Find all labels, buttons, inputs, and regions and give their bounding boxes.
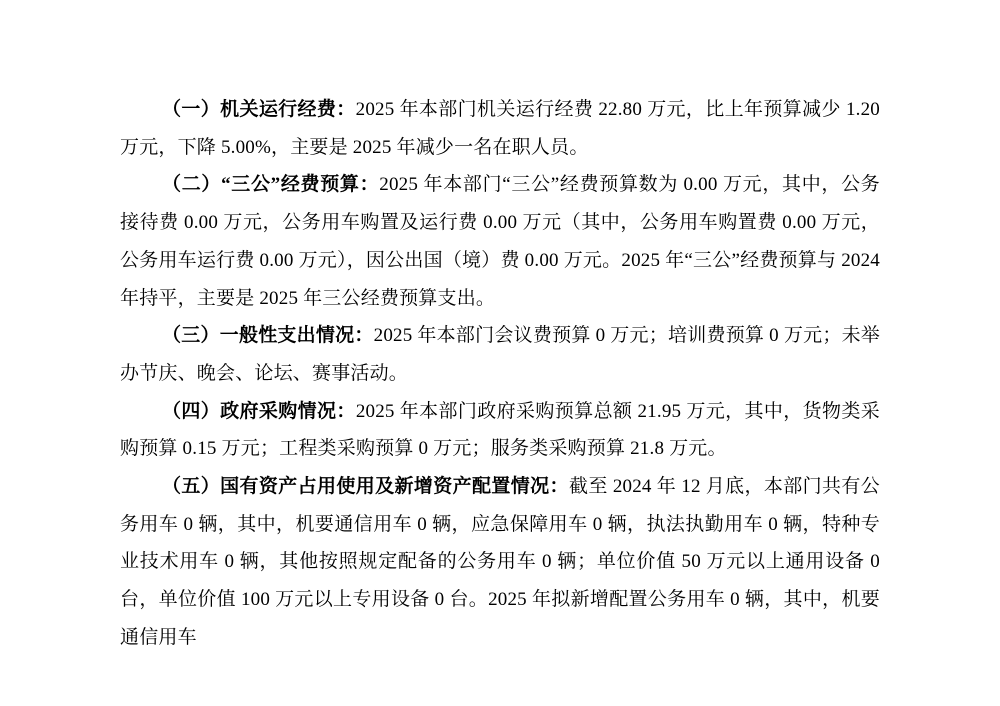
paragraph-agency-operating-expense-heading: （一）机关运行经费： xyxy=(162,99,356,120)
paragraph-general-expenditure-heading: （三）一般性支出情况： xyxy=(162,325,374,347)
paragraph-three-public-funds-budget xyxy=(120,166,880,317)
paragraph-three-public-funds-budget-heading: （二）“三公”经费预算： xyxy=(162,174,380,196)
paragraph-three-public-funds-budget-body: 2025 年本部门“三公”经费预算数为 0.00 万元，其中，公务接待费 0.00 万元，公务用车购置及运行费 0.00 万元（其中，公务用车购置费 0.00 万元，公务用车运行费 0.00 万元），因公出国（境）费 0.00 万元。2025 年“三公”经费预算与 2024 年持平，主要是 2025 年三公经费预算支出。 xyxy=(120,174,880,309)
paragraph-general-expenditure xyxy=(120,317,880,392)
paragraph-state-owned-assets-body: 截至 2024 年 12 月底，本部门共有公务用车 0 辆，其中，机要通信用车 0 辆，应急保障用车 0 辆，执法执勤用车 0 辆，特种专业技术用车 0 辆，其他按照规定配备的公务用车 0 辆；单位价值 50 万元以上通用设备 0 台，单位价值 100 万元以上专用设备 0 台。2025 年拟新增配置公务用车 0 辆，其中，机要通信用车 xyxy=(120,476,881,648)
paragraph-state-owned-assets-heading: （五）国有资产占用使用及新增资产配置情况： xyxy=(162,476,569,498)
paragraph-government-procurement-body: 2025 年本部门政府采购预算总额 21.95 万元，其中，货物类采购预算 0.15 万元；工程类采购预算 0 万元；服务类采购预算 21.8 万元。 xyxy=(120,400,880,460)
paragraph-agency-operating-expense xyxy=(120,91,880,166)
paragraph-state-owned-assets xyxy=(120,468,880,657)
paragraph-agency-operating-expense-body: 2025 年本部门机关运行经费 22.80 万元，比上年预算减少 1.20 万元，下降 5.00%，主要是 2025 年减少一名在职人员。 xyxy=(120,99,880,158)
paragraph-general-expenditure-body: 2025 年本部门会议费预算 0 万元；培训费预算 0 万元；未举办节庆、晚会、论坛、赛事活动。 xyxy=(120,325,881,384)
paragraph-government-procurement xyxy=(120,393,880,468)
paragraph-government-procurement-heading: （四）政府采购情况： xyxy=(162,400,356,422)
